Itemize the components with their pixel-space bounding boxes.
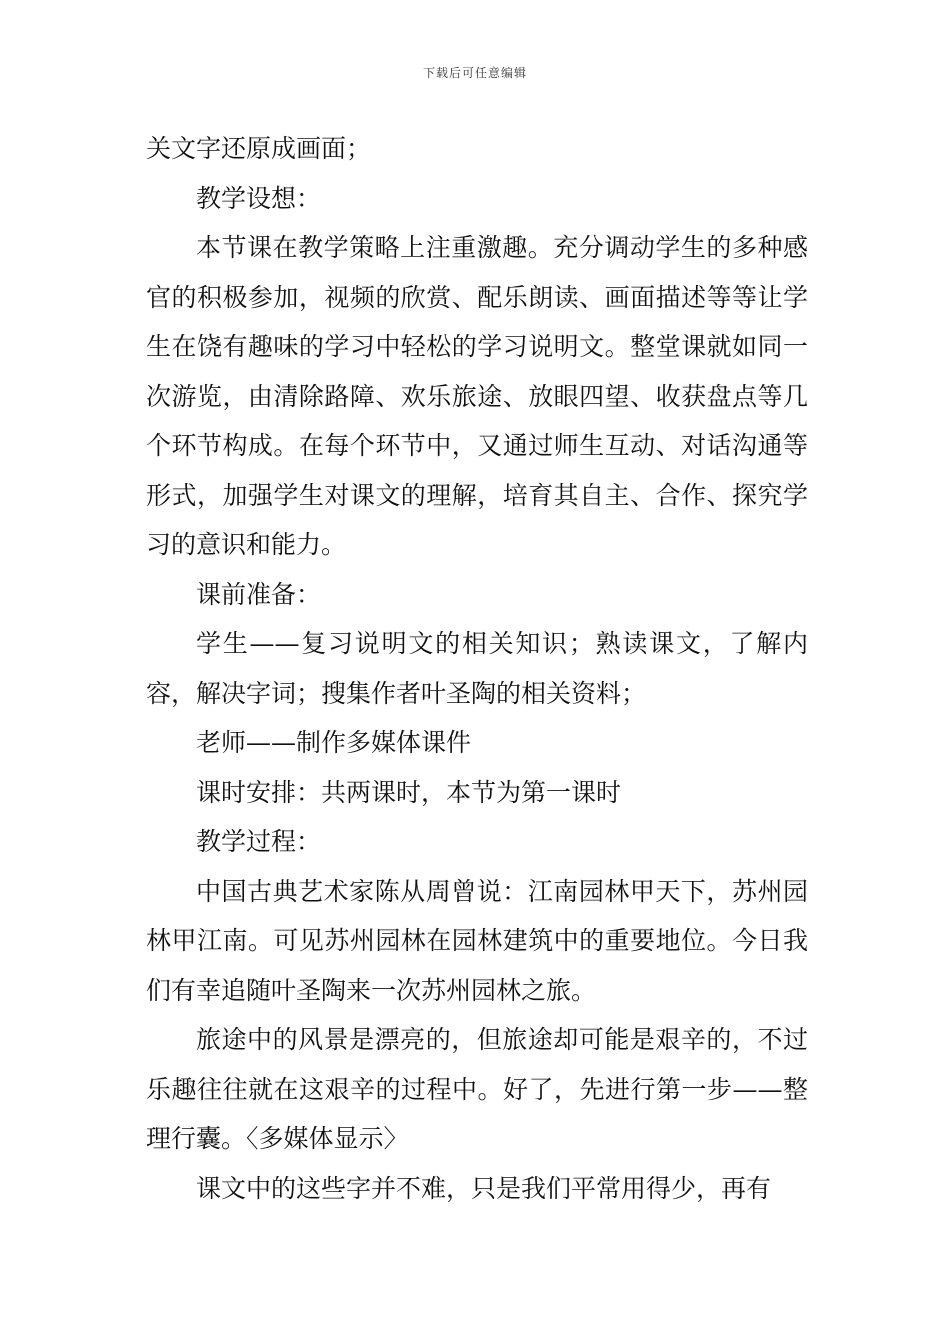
paragraph-heading-process: 教学过程： bbox=[196, 827, 322, 856]
paragraph: 课时安排：共两课时，本节为第一课时 bbox=[196, 777, 622, 807]
paragraph: 关文字还原成画面； bbox=[146, 134, 372, 163]
paragraph: 学生——复习说明文的相关知识；熟读课文，了解内容，解决字词；搜集作者叶圣陶的相关资料； bbox=[146, 629, 808, 708]
paragraph-heading-teaching-idea: 教学设想： bbox=[196, 183, 322, 213]
document-body bbox=[146, 124, 808, 1213]
page-header: 下载后可任意编辑 bbox=[422, 66, 527, 80]
paragraph: 旅途中的风景是漂亮的，但旅途却可能是艰辛的，不过乐趣往往就在这艰辛的过程中。好了，先进行第一步——整理行囊。〈多媒体显示〉 bbox=[146, 1025, 808, 1153]
paragraph: 老师——制作多媒体课件 bbox=[196, 728, 472, 757]
paragraph: 课文中的这些字并不难，只是我们平常用得少，再有 bbox=[196, 1173, 772, 1203]
paragraph: 中国古典艺术家陈从周曾说：江南园林甲天下，苏州园林甲江南。可见苏州园林在园林建筑中的重要地位。今日我们有幸追随叶圣陶来一次苏州园林之旅。 bbox=[146, 876, 808, 1005]
paragraph-heading-preparation: 课前准备： bbox=[196, 579, 322, 609]
paragraph: 本节课在教学策略上注重激趣。充分调动学生的多种感官的积极参加，视频的欣赏、配乐朗读、画面描述等等让学生在饶有趣味的学习中轻松的学习说明文。整堂课就如同一次游览，由清除路障、欢乐旅途、放眼四望、收获盘点等几个环节构成。在每个环节中，又通过师生互动、对话沟通等形式，加强学生对课文的理解，培育其自主、合作、探究学习的意识和能力。 bbox=[146, 233, 808, 559]
